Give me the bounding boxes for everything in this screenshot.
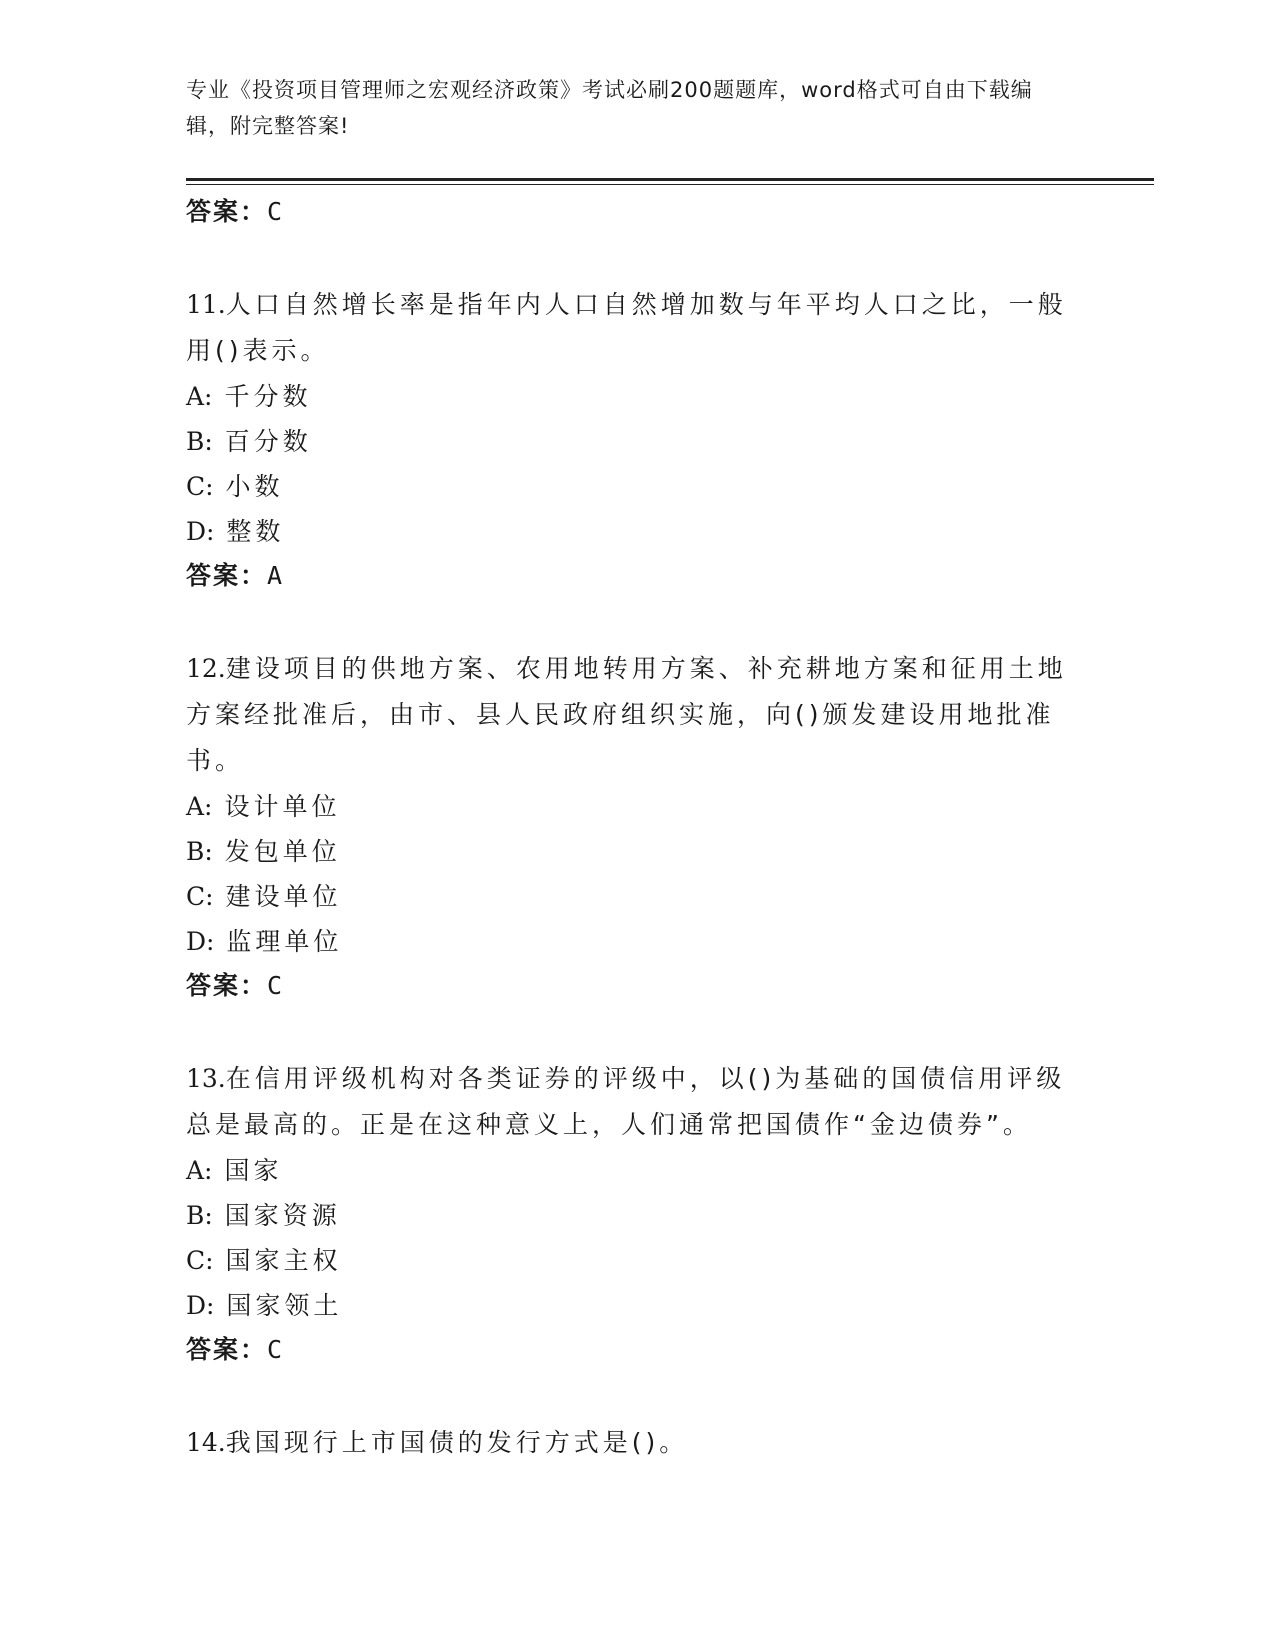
answer-value: C [267,1335,285,1364]
option-letter: C: [186,472,214,501]
option-text: 发包单位 [224,837,341,866]
option-letter: D: [186,927,215,956]
option-a [186,1148,1086,1193]
question-stem: 建设项目的供地方案、农用地转用方案、补充耕地方案和征用土地方案经批准后，由市、县人民政府组织实施，向()颁发建设用地批准书。 [186,654,1067,775]
option-letter: D: [186,1291,215,1320]
option-d [186,509,1086,554]
option-letter: C: [186,1246,214,1275]
option-letter: B: [186,837,213,866]
option-letter: A: [186,792,213,821]
question-number: 13. [186,1064,226,1093]
option-text: 国家资源 [224,1201,341,1230]
answer-label: 答案： [186,1335,268,1364]
option-b [186,419,1086,464]
page-header: 专业《投资项目管理师之宏观经济政策》考试必刷200题题库，word格式可自由下载编辑，附完整答案! [186,78,1033,138]
option-b [186,829,1086,874]
answer-value: A [267,561,285,590]
option-letter: A: [186,382,213,411]
option-c [186,874,1086,919]
option-a [186,784,1086,829]
option-text: 国家领土 [226,1291,343,1320]
option-letter: D: [186,517,215,546]
question-number: 11. [186,290,226,319]
answer-label: 答案： [186,197,268,226]
option-letter: B: [186,427,213,456]
option-text: 设计单位 [224,792,341,821]
option-a [186,374,1086,419]
question-text [186,1420,1086,1466]
question-text [186,1056,1086,1148]
option-text: 监理单位 [226,927,343,956]
header-divider [186,178,1154,181]
option-d [186,1283,1086,1328]
header-divider-thin [186,184,1154,185]
option-text: 国家 [224,1156,283,1185]
answer-line [186,1328,1086,1372]
question-number: 12. [186,654,226,683]
question-text [186,646,1086,784]
option-text: 国家主权 [225,1246,342,1275]
answer-line [186,554,1086,598]
question-block [186,1420,1086,1466]
option-c [186,464,1086,509]
answer-line [186,190,1086,234]
option-text: 千分数 [224,382,312,411]
question-stem: 在信用评级机构对各类证券的评级中，以()为基础的国债信用评级总是最高的。正是在这种意义上，人们通常把国债作“金边债券”。 [186,1064,1066,1139]
answer-line [186,964,1086,1008]
question-block [186,646,1086,1008]
question-block [186,282,1086,598]
question-stem: 人口自然增长率是指年内人口自然增加数与年平均人口之比，一般用()表示。 [186,290,1067,365]
option-text: 整数 [226,517,285,546]
option-d [186,919,1086,964]
answer-label: 答案： [186,561,268,590]
question-stem: 我国现行上市国债的发行方式是()。 [225,1428,689,1457]
option-text: 建设单位 [225,882,342,911]
option-c [186,1238,1086,1283]
question-list [186,190,1086,1466]
option-letter: A: [186,1156,213,1185]
answer-value: C [267,971,285,1000]
answer-label: 答案： [186,971,268,1000]
question-number: 14. [186,1428,226,1457]
option-letter: C: [186,882,214,911]
option-letter: B: [186,1201,213,1230]
option-text: 百分数 [224,427,312,456]
question-text [186,282,1086,374]
option-b [186,1193,1086,1238]
question-block [186,1056,1086,1372]
option-text: 小数 [225,472,284,501]
answer-value: C [267,197,285,226]
